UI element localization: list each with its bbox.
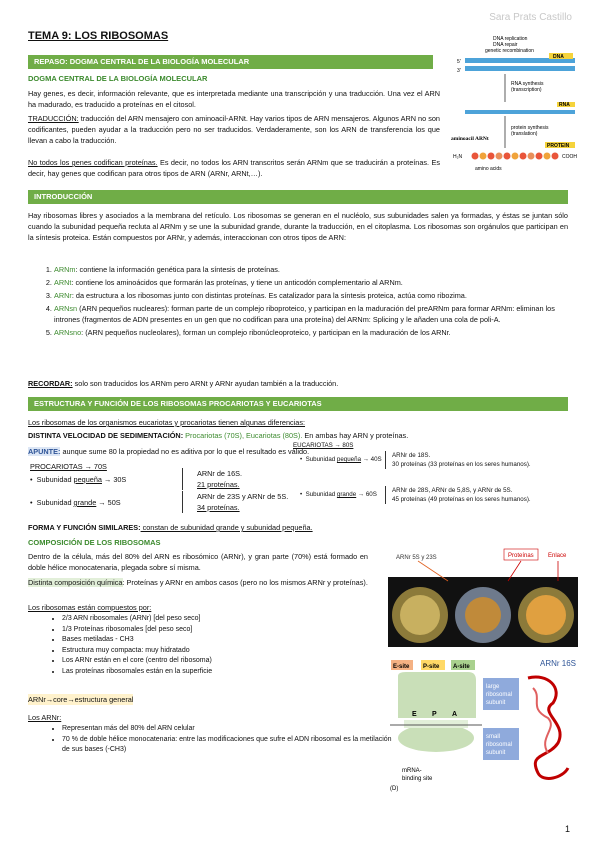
forma-funcion-line xyxy=(28,522,313,533)
rna-type-text: : contiene los aminoácidos que formarán las proteínas, y tiene un anticodón complementario al ARNm. xyxy=(71,278,403,287)
fig-rna-strand xyxy=(465,110,575,114)
list-item: • 70 % de doble hélice monocatenaria: entre las modificaciones que sufre el ADN ribosomal es la metilación de sus bases (-CH3) xyxy=(62,735,392,756)
rna-type-text: : contiene la información genética para la síntesis de proteínas. xyxy=(75,265,280,274)
list-item: • 2/3 ARN ribosomales (ARNr) [del peso seco] xyxy=(62,614,392,625)
rna-types-list xyxy=(40,264,580,340)
fig-amino-chain xyxy=(472,153,559,160)
fig-mrna-1: mRNA- xyxy=(402,768,422,774)
recordar-label: RECORDAR: xyxy=(28,379,73,388)
fig-gen-rec: genetic recombination xyxy=(485,48,534,54)
fig-arnr16s: ARNr 16S xyxy=(540,659,577,668)
apunte-text: aunque sume 80 la propiedad no es aditiva por lo que el resultado es válido. xyxy=(60,447,310,456)
fig-mrna-2: binding site xyxy=(402,776,433,782)
sedimentation-label: DISTINTA VELOCIDAD DE SEDIMENTACIÓN: xyxy=(28,431,184,440)
prokaryotes-small-detail: ARNr de 16S. 21 proteínas. xyxy=(182,468,242,490)
list-item: • Los ARNr están en el core (centro del ribosoma) xyxy=(62,656,392,667)
fig-dna-replication: DNA replication xyxy=(493,36,528,42)
fig-5prime: 5' xyxy=(457,59,461,65)
fig-label-enlace: Enlace xyxy=(548,553,567,559)
fig-dna-strand-bottom xyxy=(465,66,575,71)
fig-transcription: (transcription) xyxy=(511,87,542,93)
fig-protein-label: PROTEIN xyxy=(547,143,570,149)
central-dogma-figure xyxy=(445,30,585,180)
fig-large-subunit xyxy=(398,672,476,718)
rna-type-text: (ARN pequeños nucleares): forman parte de un complejo riboproteico, y participan en la maduración del preARNm para formar ARNm: eliminan los intrones (fragmentos de ADN presentes en un gen que no codifican para una proteína) del ARNm: Splicing y le añaden una cola de poli-A. xyxy=(54,304,555,324)
prokaryotes-large-detail: ARNr de 23S y ARNr de 5S. 34 proteínas. xyxy=(182,491,288,513)
differences-intro: Los ribosomas de los organismos eucariotas y procariotas tienen algunas diferencias: xyxy=(28,418,306,427)
rna-type-text: : da estructura a los ribosomas junto con distintas proteínas. Es catalizador para la síntesis proteica, actúa como ribozima. xyxy=(71,291,467,300)
arnr-list xyxy=(48,724,392,756)
fig-large-3: subunit xyxy=(486,700,506,706)
fig-translation: (translation) xyxy=(511,131,538,137)
ribosome-sites-figure xyxy=(388,658,583,793)
forma-funcion-text: constan de subunidad grande y subunidad pequeña. xyxy=(140,523,313,532)
prokaryotes-small: • Subunidad pequeña → 30S xyxy=(30,475,127,484)
fig-small-1: small xyxy=(486,734,501,740)
chemical-text: : Proteínas y ARNr en ambos casos (pero no los mismos ARNr y proteínas). xyxy=(122,578,368,587)
fig-3prime: 3' xyxy=(457,68,461,74)
fig-protein-synthesis: protein synthesis xyxy=(511,125,549,131)
subheading-dogma: DOGMA CENTRAL DE LA BIOLOGÍA MOLECULAR xyxy=(28,74,208,83)
fig-ribosome-blobs xyxy=(392,587,574,643)
fig-rna-synthesis: RNA synthesis xyxy=(511,81,544,87)
paragraph-intro: Hay ribosomas libres y asociados a la membrana del retículo. Los ribosomas se generan en el nucléolo, sus subunidades salen ya formadas, y éstas se juntan sólo cuando la subunidad pequeña recluta al ARNm y se une la subunidad grande, durante la traducción, en el citoplasma. Los ribosomas son orgánulos que participan en la síntesis proteica. Están compuestos por ARNr, y además, interaccionan con otros tipos de ARN: xyxy=(28,211,568,242)
chemical-composition xyxy=(28,577,368,588)
composition-list xyxy=(48,614,392,677)
fig-rna-label: RNA xyxy=(559,102,570,108)
rna-type-key: ARNm xyxy=(54,265,76,274)
eukaryotes-small-detail: ARNr de 18S. 30 proteínas (33 proteínas en los seres humanos). xyxy=(385,451,572,469)
page-title: TEMA 9: LOS RIBOSOMAS xyxy=(28,30,169,42)
traduccion-text: traducción del ARN mensajero con aminoacil-ARNt. Hay varios tipos de ARN mensajeros. Algunos ARN no son codificantes, pueden ayudar a la traducción pero no ser traducidos. Verdaderamente, son los ARN de transferencia los que llevan a cabo la traducción. xyxy=(28,114,440,145)
section-bar-repaso: REPASO: DOGMA CENTRAL DE LA BIOLOGÍA MOLECULAR xyxy=(28,55,433,69)
fig-small-3: subunit xyxy=(486,750,506,756)
rna-type-text: : (ARN pequeños nucleolares), forman un complejo ribonúcleoproteico, y participan en la maduración de los ARNr. xyxy=(81,328,451,337)
list-item: • Bases metiladas - CH3 xyxy=(62,635,392,646)
list-item xyxy=(54,277,580,288)
section-bar-estructura: ESTRUCTURA Y FUNCIÓN DE LOS RIBOSOMAS PROCARIOTAS Y EUCARIOTAS xyxy=(28,397,568,411)
apunte-label: APUNTE: xyxy=(28,447,61,456)
sedimentation-values: Procariotas (70S), Eucariotas (80S). xyxy=(183,431,303,440)
fig-large-1: large xyxy=(486,684,500,690)
paragraph-genes: Hay genes, es decir, información relevante, que es interpretada mediante una transcripción y una traducción. Una vez el ARN ha madurado, es traducido a proteínas en el citosol. xyxy=(28,89,440,109)
list-item xyxy=(54,303,580,325)
eukaryotes-small: • Subunidad pequeña → 40S xyxy=(300,456,382,463)
fig-large-2: ribosomal xyxy=(486,692,513,698)
no-todos-text: Es decir, no todos los ARN transcritos serán ARNm que se traducirán a proteínas. Es decir, hay genes que codifican para otros tipos de ARN (ARNr, ARNt,…). xyxy=(28,158,440,178)
recordar-note xyxy=(28,378,568,389)
author-name: Sara Prats Castillo xyxy=(489,12,572,23)
sedimentation-line xyxy=(28,430,408,441)
list-item: • Las proteínas ribosomales están en la superficie xyxy=(62,667,392,678)
ribosome-structure-figure xyxy=(388,547,578,647)
eukaryotes-heading: EUCARIOTAS → 80S xyxy=(293,442,354,449)
chemical-label: Distinta composición química xyxy=(28,578,123,587)
composition-paragraph: Dentro de la célula, más del 80% del ARN es ribosómico (ARNr), y gran parte (70%) está formado en doble hélice monocatenaria, plegada sobre sí misma. xyxy=(28,552,368,572)
fig-dna-repair: DNA repair xyxy=(493,42,518,48)
list-item xyxy=(54,264,580,275)
list-item: • Estructura muy compacta: muy hidratado xyxy=(62,646,392,657)
traduccion-label: TRADUCCIÓN: xyxy=(28,114,79,123)
fig-cooh: COOH xyxy=(562,154,577,160)
list-item: • Representan más del 80% del ARN celular xyxy=(62,724,392,735)
no-todos-label: No todos los genes codifican proteínas. xyxy=(28,158,158,167)
fig-label-arnr: ARNr 5S y 23S xyxy=(396,555,437,561)
list-item: • 1/3 Proteínas ribosomales [del peso seco] xyxy=(62,625,392,636)
fig-a-site: A-site xyxy=(453,664,470,670)
prokaryotes-large: • Subunidad grande → 50S xyxy=(30,498,121,507)
recordar-text: solo son traducidos los ARNm pero ARNt y ARNr ayudan también a la traducción. xyxy=(72,379,339,388)
sedimentation-note: En ambas hay ARN y proteínas. xyxy=(302,431,409,440)
fig-dna-label: DNA xyxy=(553,54,564,60)
eukaryotes-large-detail: ARNr de 28S, ARNr de 5,8S, y ARNr de 5S. 45 proteínas (49 proteínas en los seres humanos). xyxy=(385,486,572,504)
fig-rrna-structure xyxy=(528,677,568,778)
fig-small-subunit xyxy=(398,724,474,752)
composition-heading: COMPOSICIÓN DE LOS RIBOSOMAS xyxy=(28,538,161,547)
rna-type-key: ARNt xyxy=(54,278,72,287)
list-item xyxy=(54,327,580,338)
composed-of-heading: Los ribosomas están compuestos por: xyxy=(28,603,152,612)
arnr-heading: Los ARNr: xyxy=(28,713,62,722)
fig-a-letter: A xyxy=(452,711,458,718)
fig-d-label: (D) xyxy=(390,786,399,792)
fig-p-site: P-site xyxy=(423,664,440,670)
apunte-line xyxy=(28,446,309,457)
forma-funcion-label: FORMA Y FUNCIÓN SIMILARES: xyxy=(28,523,141,532)
page-number: 1 xyxy=(564,824,570,834)
fig-amino-acids: amino acids xyxy=(475,166,502,172)
fig-aminoacil: aminoacil ARNt xyxy=(451,136,489,142)
section-bar-introduccion: INTRODUCCIÓN xyxy=(28,190,568,204)
fig-e-letter: E xyxy=(412,711,417,718)
fig-label-proteinas: Proteínas xyxy=(508,553,534,559)
fig-small-2: ribosomal xyxy=(486,742,513,748)
fig-h2n: H₂N xyxy=(453,154,463,160)
eukaryotes-large: • Subunidad grande → 60S xyxy=(300,491,377,498)
core-note: ARNr→core→estructura general xyxy=(28,695,134,704)
list-item xyxy=(54,290,580,301)
fig-e-site: E-site xyxy=(393,664,410,670)
fig-p-letter: P xyxy=(432,711,437,718)
rna-type-key: ARNsno xyxy=(54,328,82,337)
prokaryotes-heading: PROCARIOTAS → 70S xyxy=(30,462,107,471)
paragraph-traduccion xyxy=(28,113,440,146)
paragraph-no-todos xyxy=(28,157,440,179)
rna-type-key: ARNsn xyxy=(54,304,78,313)
rna-type-key: ARNr xyxy=(54,291,72,300)
